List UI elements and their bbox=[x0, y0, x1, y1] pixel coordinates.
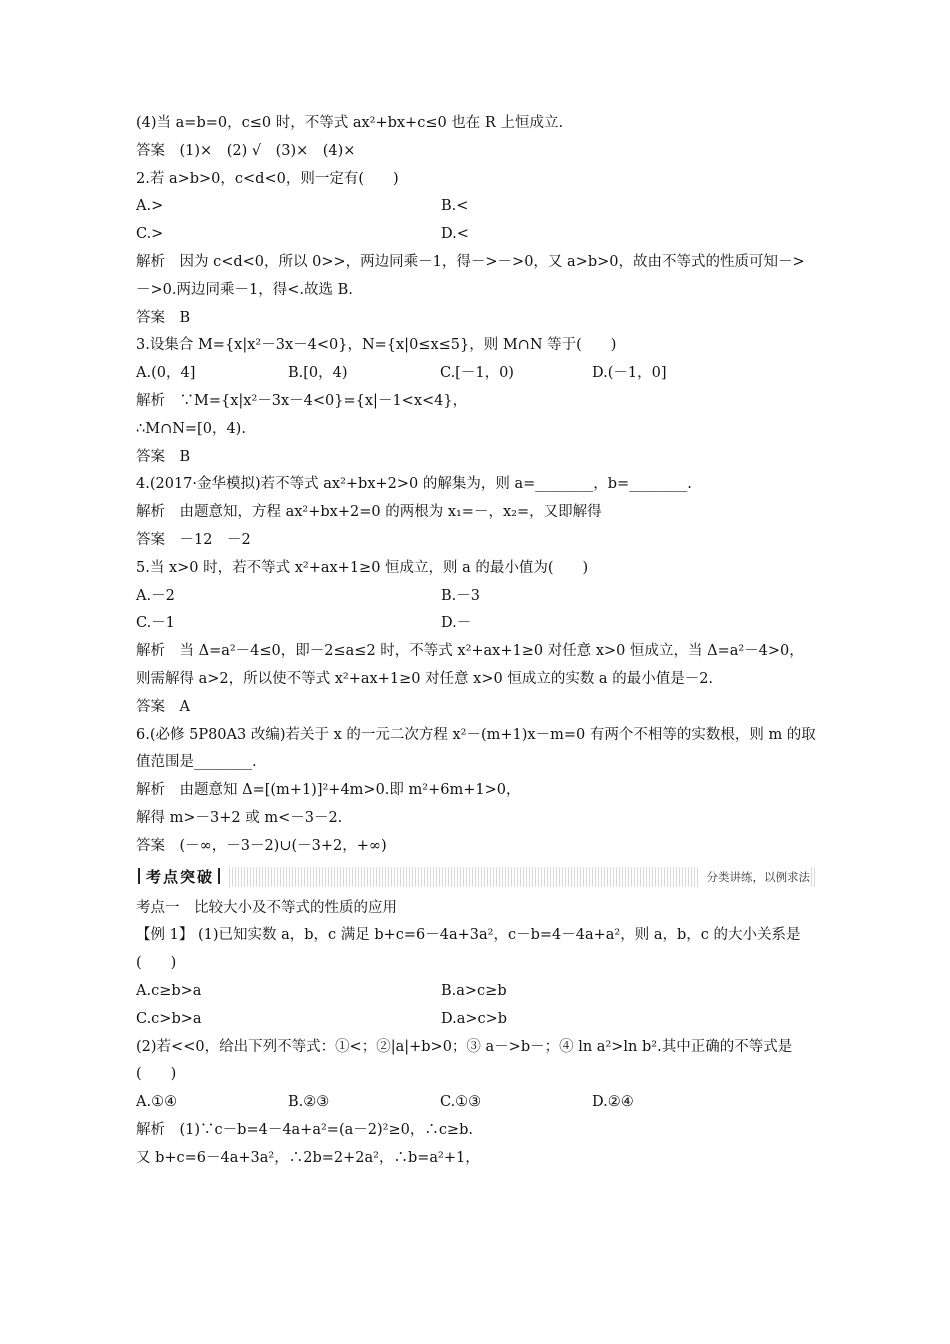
explanation: ∴M∩N=[0，4). bbox=[136, 420, 246, 437]
question-6: 6.(必修 5P80A3 改编)若关于 x 的一元二次方程 x²－(m+1)x－m=0 有两个不相等的实数根，则 m 的取值范围是________. bbox=[136, 726, 816, 771]
explanation: 解得 m>－3+2 或 m<－3－2. bbox=[136, 809, 343, 826]
bar-mark-icon bbox=[218, 868, 220, 884]
answer-line: 答案 －12 －2 bbox=[136, 531, 251, 548]
option-a: A.> bbox=[136, 198, 164, 215]
example-1: 【例 1】 (1)已知实数 a，b，c 满足 b+c=6－4a+3a²，c－b=4－4a+a²，则 a，b，c 的大小关系是( ) bbox=[136, 927, 801, 972]
option-d: D.(－1，0] bbox=[592, 365, 667, 382]
question-4: 4.(2017·金华模拟)若不等式 ax²+bx+2>0 的解集为，则 a=________，b=________. bbox=[136, 476, 692, 493]
option-c: C.> bbox=[136, 226, 164, 243]
option-c: C.[－1，0) bbox=[440, 365, 514, 382]
question-2: 2.若 a>b>0，c<d<0，则一定有( ) bbox=[136, 170, 399, 187]
option-b: B.[0，4) bbox=[288, 365, 348, 382]
explanation: 解析 (1)∵c－b=4－4a+a²=(a－2)²≥0，∴c≥b. bbox=[136, 1121, 473, 1138]
options-row bbox=[136, 193, 816, 221]
answer-line: 答案 (1)× (2) √ (3)× (4)× bbox=[136, 142, 356, 159]
option-b: B.－3 bbox=[441, 587, 480, 604]
options-row bbox=[136, 610, 816, 638]
option-b: B.②③ bbox=[288, 1094, 330, 1111]
option-d: D.－ bbox=[441, 615, 472, 632]
answer-line: 答案 B bbox=[136, 309, 191, 326]
explanation: 解析 ∵M={x|x²－3x－4<0}={x|－1<x<4}， bbox=[136, 392, 468, 409]
options-row bbox=[136, 221, 816, 249]
option-d: D.< bbox=[441, 226, 469, 243]
explanation: 解析 由题意知，方程 ax²+bx+2=0 的两根为 x₁=－，x₂=，又即解得 bbox=[136, 504, 602, 521]
explanation: 解析 当 Δ=a²－4≤0，即－2≤a≤2 时，不等式 x²+ax+1≥0 对任意 x>0 恒成立，当 Δ=a²－4>0，则需解得 a>2，所以使不等式 x²+ax+1≥0 对任意 x>0 恒成立的实数 a 的最小值是－2. bbox=[136, 643, 804, 687]
banner-title: 考点突破 bbox=[136, 867, 228, 887]
option-c: C.c>b>a bbox=[136, 1010, 202, 1027]
options-row bbox=[136, 360, 816, 388]
option-c: C.－1 bbox=[136, 615, 175, 632]
options-row bbox=[136, 978, 816, 1006]
option-d: D.②④ bbox=[592, 1094, 634, 1111]
answer-line: 答案 B bbox=[136, 448, 191, 465]
option-b: B.a>c≥b bbox=[441, 982, 507, 999]
question-5: 5.当 x>0 时，若不等式 x²+ax+1≥0 恒成立，则 a 的最小值为( ) bbox=[136, 559, 589, 576]
options-row bbox=[136, 583, 816, 611]
option-c: C.①③ bbox=[440, 1094, 482, 1111]
options-row bbox=[136, 1006, 816, 1034]
option-d: D.a>c>b bbox=[441, 1010, 508, 1027]
example-1-part-2: (2)若<<0，给出下列不等式：①<；②|a|+b>0；③ a－>b－；④ ln a²>ln b².其中正确的不等式是( ) bbox=[136, 1038, 793, 1083]
option-a: A.c≥b>a bbox=[136, 982, 202, 999]
explanation: 解析 因为 c<d<0，所以 0>>，两边同乘－1，得－>－>0，又 a>b>0，故由不等式的性质可知－>－>0.两边同乘－1，得<.故选 B. bbox=[136, 253, 805, 298]
banner-subtitle: 分类讲练，以例求法 bbox=[699, 867, 811, 887]
question-3: 3.设集合 M={x|x²－3x－4<0}，N={x|0≤x≤5}，则 M∩N 等于( ) bbox=[136, 337, 617, 354]
option-a: A.－2 bbox=[136, 587, 175, 604]
answer-line: 答案 A bbox=[136, 698, 190, 715]
section-heading: 考点一 比较大小及不等式的性质的应用 bbox=[136, 899, 397, 916]
answer-line: 答案 (－∞，－3－2)∪(－3+2，+∞) bbox=[136, 837, 387, 854]
explanation: 解析 由题意知 Δ=[(m+1)]²+4m>0.即 m²+6m+1>0， bbox=[136, 782, 521, 799]
option-a: A.(0，4] bbox=[136, 365, 196, 382]
option-b: B.< bbox=[441, 198, 469, 215]
section-banner bbox=[136, 867, 816, 889]
text-line: (4)当 a=b=0，c≤0 时，不等式 ax²+bx+c≤0 也在 R 上恒成立. bbox=[136, 115, 564, 131]
options-row bbox=[136, 1089, 816, 1117]
option-a: A.①④ bbox=[136, 1094, 178, 1111]
document-page bbox=[136, 110, 816, 1172]
explanation: 又 b+c=6－4a+3a²，∴2b=2+2a²，∴b=a²+1， bbox=[136, 1149, 480, 1166]
bar-mark-icon bbox=[138, 868, 140, 884]
